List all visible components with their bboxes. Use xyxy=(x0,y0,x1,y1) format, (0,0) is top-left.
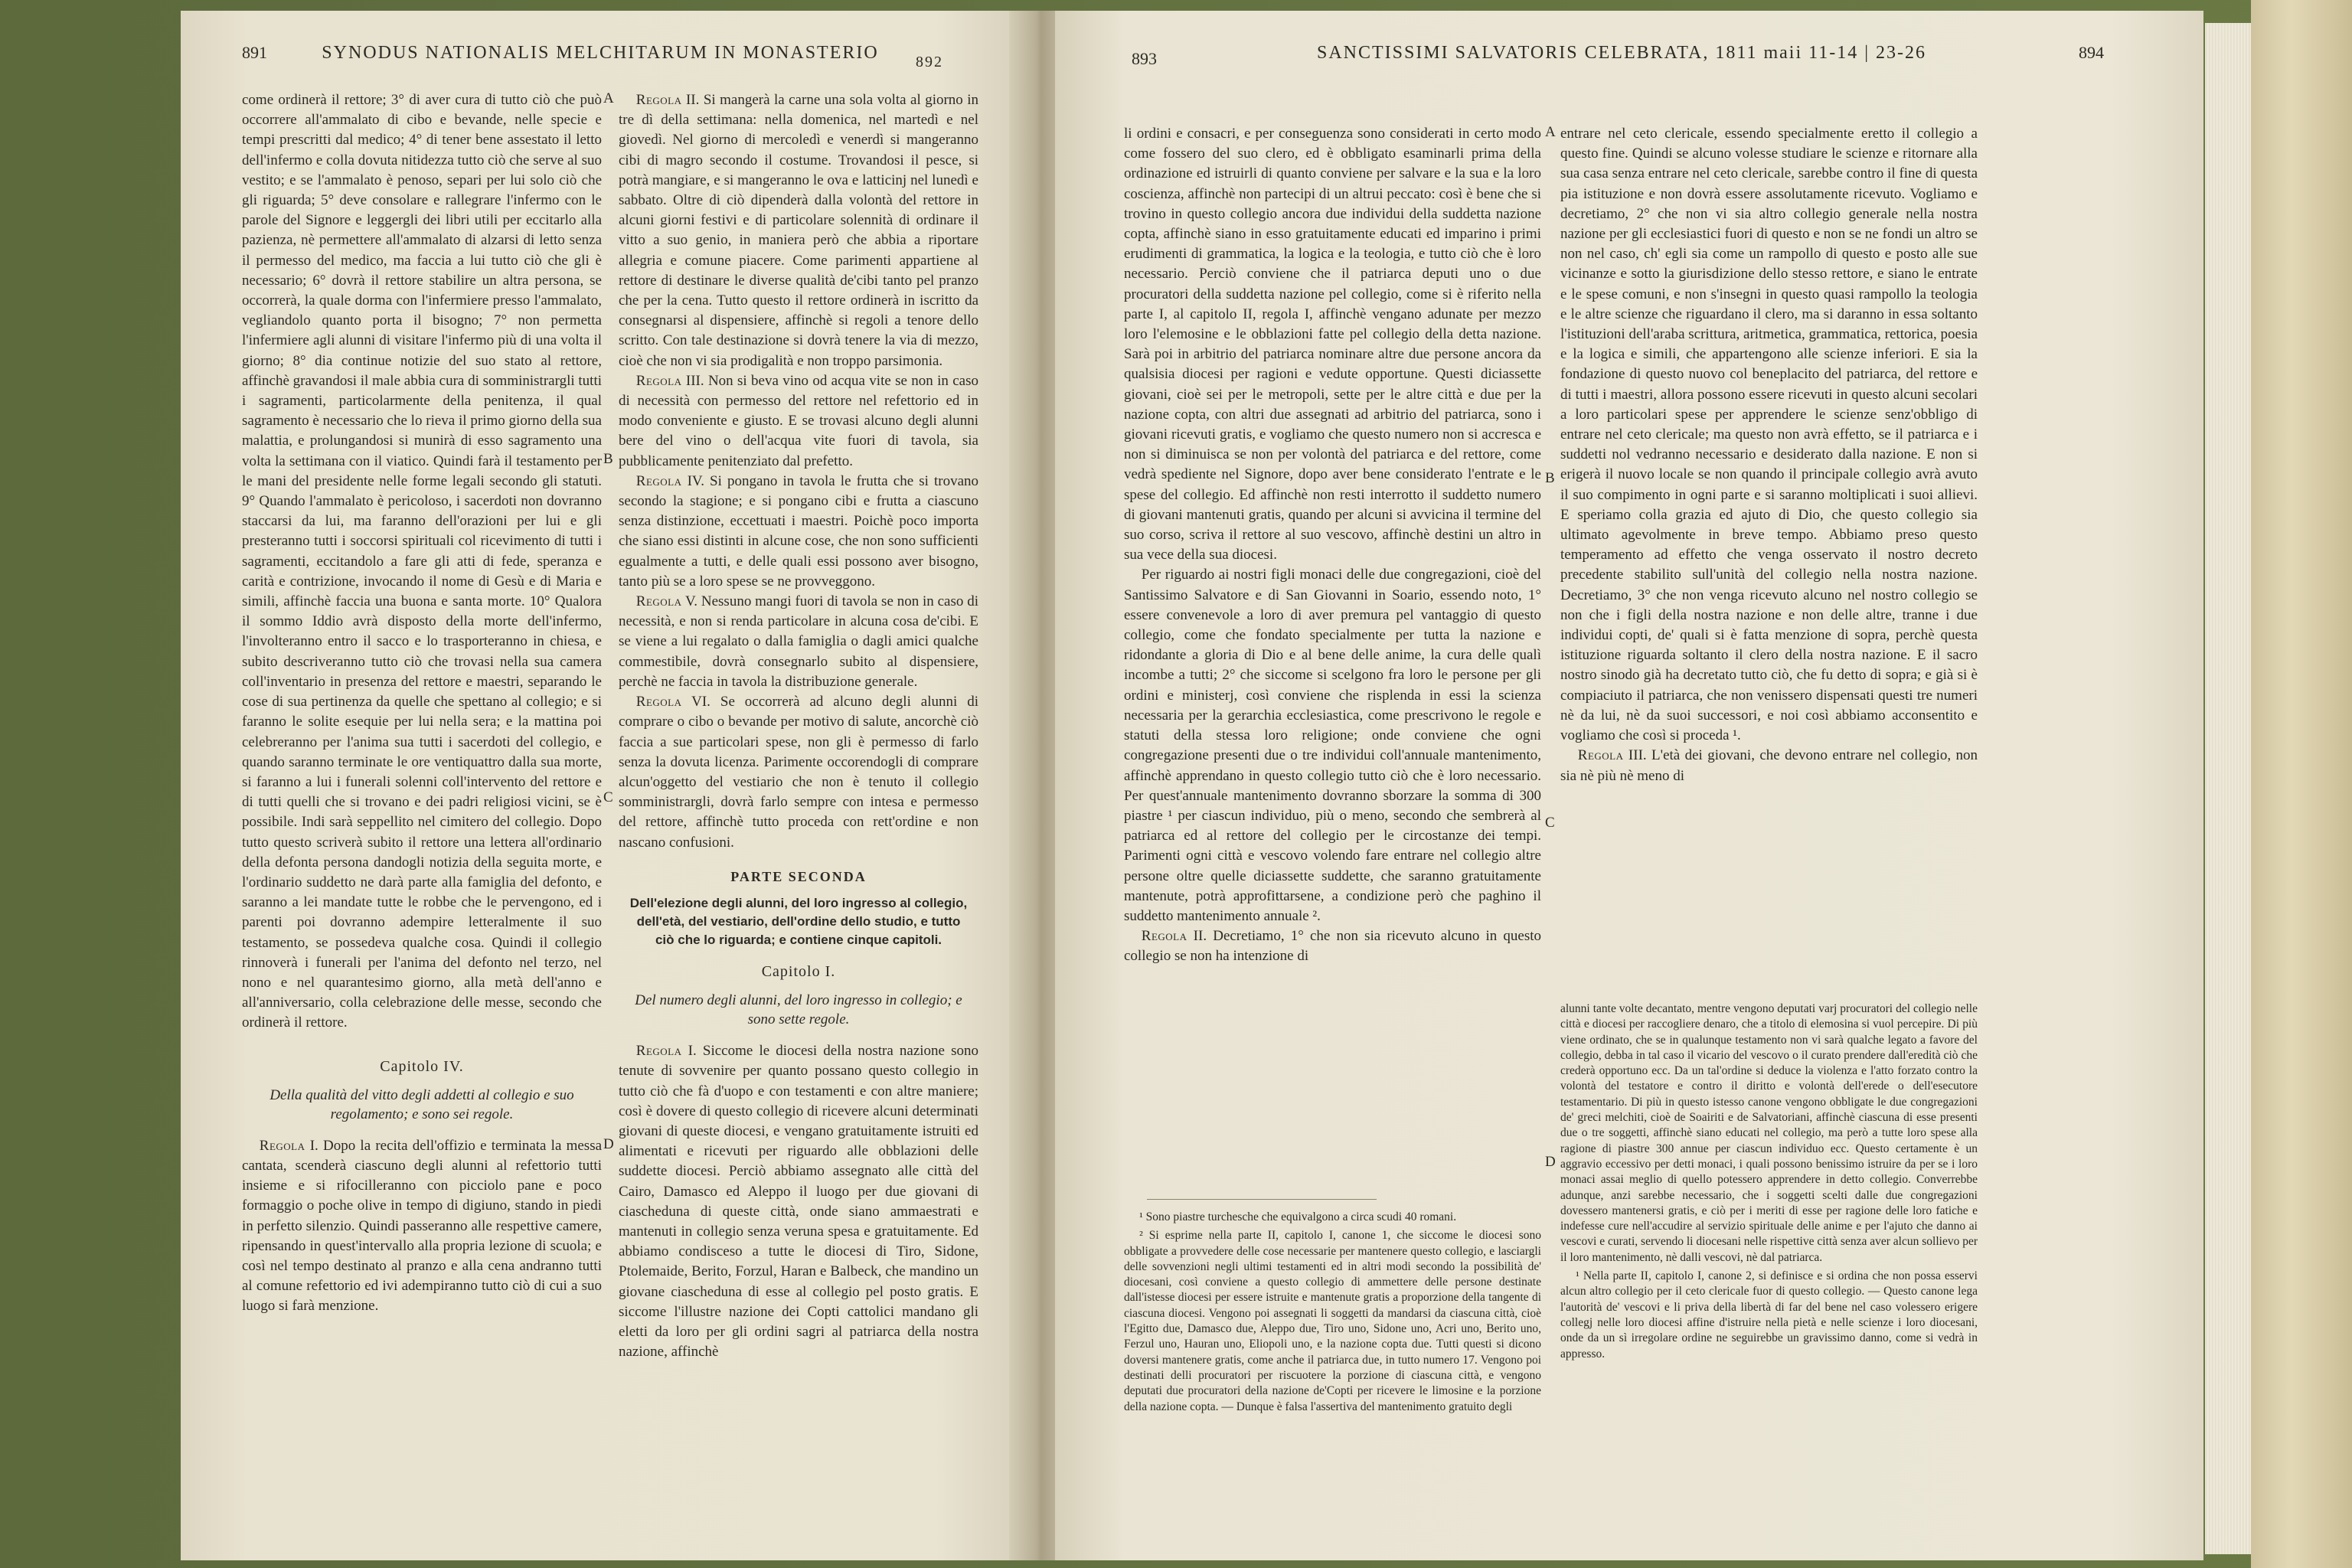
left-page xyxy=(181,11,1020,1560)
right-column-1 xyxy=(1124,124,1541,967)
rule-label: Regola xyxy=(635,472,682,489)
left-page-number-2: 892 xyxy=(916,54,943,70)
left-page-running-title: SYNODUS NATIONALIS MELCHITARUM IN MONASTERIO xyxy=(322,43,879,63)
rule-paragraph xyxy=(242,1136,602,1317)
right-page-number-2: 894 xyxy=(2079,43,2104,62)
right-column-1-footnotes xyxy=(1124,1210,1541,1418)
rule-text: Se occorrerà ad alcuno degli alunni di comprare o cibo o bevande per motivo di salute, ancorchè ciò faccia a sue particolari spese, non gli è permesso di farlo senza la dovuta licenza. Parimente occorendogli di comprare alcun'oggetto del vestiario che non è tenuto il collegio somministrargli, dovrà farlo sempre con intesa e permesso del rettore, affinchè tutto proceda con rett'ordine e non nascano confusioni. xyxy=(619,694,978,851)
right-column-2 xyxy=(1560,124,1978,786)
rule-number: II. xyxy=(1193,928,1207,945)
margin-letter-c: C xyxy=(1545,815,1555,831)
rule-label: Regola xyxy=(635,593,682,610)
rule-paragraph xyxy=(619,692,978,853)
right-page-number: 893 xyxy=(1132,49,1157,68)
rule-number: V. xyxy=(685,593,698,610)
paragraph: li ordini e consacri, e per conseguenza sono considerati in certo modo come fossero del suo clero, ed è obbligato esaminarli prima della ordinazione ed istruirli di quanto conviene per salvare e la sua e la loro coscienza, affinchè non partecipi di un altrui peccato: così è bene che si trovino in questo collegio ancora due individui della suddetta nazione copta, affinchè siano in esso gratuitamente educati ed imparino i primi erudimenti di grammatica, la logica e la teologia, e tutto ciò che è loro necessario. Perciò conviene che il patriarca deputi uno o due procuratori della suddetta nazione pel collegio, come si è riferito nella parte I, al capitolo II, regola I, affinchè vengano adunate per mezzo loro l'elemosine e le obblazioni fatte pel collegio della detta nazione. Sarà poi in arbitrio del patriarca nominare altre due persone ancora da qualsisia diocesi per ragioni e vedute opportune. Questi diciassette giovani, cioè sei per le metropoli, sette per le altre città e due per la nazione copta, con altri due assegnati ad arbitrio del patriarca, sono i giovani ricevuti gratis, e vogliamo che questo numero non si accresca e non si diminuisca se non per volontà del patriarca e del rettore, come vedrà spediente nel Signore, dopo aver bene considerato l'entrate e le spese del collegio. Ed affinchè non resti interrotto il suddetto numero di giovani mantenuti gratis, quando per alcuni si avvicina il termine del suo corso, scriva il rettore al suo vescovo, affinchè destini un altro in sua vece della sua diocesi. xyxy=(1124,126,1541,564)
margin-letter-d: D xyxy=(603,1136,614,1152)
paragraph: come ordinerà il rettore; 3° di aver cura di tutto ciò che può occorrere all'ammalato di cibo e bevande, nelle specie e tempi prescritti dal medico; 4° di tener bene assestato il letto dell'infermo e colla dovuta nitidezza tutto ciò che serve al suo vestito; e se l'ammalato è penoso, separi per lui solo ciò che gli riguarda; 5° deve consolare e rallegrare l'infermo con le parole del Signore e leggergli dei libri utili per eccitarlo alla pazienza, nè permettere all'ammalato di alzarsi di letto senza il permesso del medico, ma faccia a lui tutto ciò che gli è necessario; 6° dovrà il rettore stabilire un altra persona, se occorrerà, la quale dorma con l'infermiere presso l'ammalato, vegliandolo quanto porta il bisogno; 7° non permetta l'infermiere agli alunni di visitare l'infermo più di una volta il giorno; 8° dia continue notizie del suo stato al rettore, affinchè gravandosi il male abbia cura di somministrargli tutti i sagramenti, particolarmente della penitenza, il qual sagramento è necessario che lo rieva il primo giorno della sua malattia, e prolungandosi si munirà di esso sagramento una volta la settimana con il viatico. Quindi farà il testamento per le mani del presidente nelle forme legali secondo gli statuti. 9° Quando l'ammalato è pericoloso, i sacerdoti non dovranno staccarsi da lui, ma faranno dell'orazioni per lui e gli presteranno tutti i soccorsi spirituali col ricevimento di tutti i sagramenti, eccitandolo a fare gli atti di fede, speranza e carità e contrizione, invocando il nome di Gesù e di Maria e simili, affinchè faccia una buona e santa morte. 10° Qualora il sommo Iddio avrà disposto della morte dell'infermo, l'involteranno entro il sacco e lo trasporteranno in chiesa, e subito descriveranno tutto ciò che trovasi nella sua camera coll'inventario in presenza del rettore e maestri, separando le cose di sua pertinenza da quelle che spettano al collegio; e si faranno le solite esequie per lui nella sera; e la mattina poi celebreranno per l'anima sua tutti i sacerdoti del collegio, e quando saranno terminate le ore ventiquattro dalla sua morte, si faranno a lui i funerali solenni coll'intervento del rettore e di tutti quelli che si trovano e dei padri religiosi vicini, se è possibile. Indi sarà seppellito nel cimitero del collegio. Dopo tutto questo scriverà subito il rettore una lettera all'ordinario della defonta persona dandogli notizia della seguita morte, e l'ordinario suddetto ne darà parte alla famiglia del defonto, e saranno a lei mandate tutte le robbe che le pervengono, ed i parenti poi dovranno adempire letteralmente il suo testamento, se possedeva qualche cosa. Quindi il collegio rinnoverà i funerali per l'anima del defonto nel terzo, nel nono e nel quarantesimo giorno, alla metà dell'anno e all'anniversario, colla celebrazione delle messe, secondo che ordinerà il rettore. xyxy=(242,92,602,1031)
rule-number: III. xyxy=(685,372,704,389)
margin-letter-a: A xyxy=(603,90,614,106)
rule-text: Nessuno mangi fuori di tavola se non in caso di necessità, e non si renda particolare in alcuna cosa de'cibi. E se viene a lui regalato o dalla famiglia o dagli amici qualche commestibile, dovrà consegnarlo subito al dispensiere, perchè ne faccia in tavola la distribuzione generale. xyxy=(619,593,978,690)
chapter-heading: Capitolo IV. xyxy=(380,1057,464,1075)
rule-number: VI. xyxy=(691,694,710,710)
rule-label: Regola xyxy=(635,372,682,389)
rule-text: Si mangerà la carne una sola volta al giorno in tre dì della settimana: nella domenica, nel martedì e nel giovedì. Nel giorno di mercoledì e venerdì si mangeranno cibi di magro secondo il costume. Trovandosi il pesce, si potrà mangiare, e si mangeranno le ova e latticinj nel lunedì e sabbato. Oltre di ciò dipenderà dalla volontà del rettore in alcuni giorni festivi e di particolare solennità di ordinare il vitto a suo genio, in maniera però che abbia a riportare allegria e comune piacere. Come parimenti appartiene al rettore di destinare le diverse qualità de'cibi tanto pel pranzo che per la cena. Tutto questo il rettore ordinerà in iscritto da consegnarsi al dispensiere, affinchè si regoli a tenore dello scritto. Con tale destinazione si dovrà tenere la via di mezzo, cioè che non vi sia prodigalità e non troppo parsimonia. xyxy=(619,92,979,369)
margin-letter-c: C xyxy=(603,789,613,805)
rule-number: IV. xyxy=(687,472,704,489)
rule-number: III. xyxy=(1628,747,1647,764)
rule-number: I. xyxy=(309,1137,318,1154)
rule-text: L'età dei giovani, che devono entrare nel collegio, non sia nè più nè meno di xyxy=(1560,747,1978,784)
part-title: PARTE SECONDA xyxy=(730,868,867,884)
rule-paragraph xyxy=(619,1041,978,1362)
rule-text: Non si beva vino od acqua vite se non in caso di necessità con permesso del rettore nel refettorio ed in modo conveniente e giusto. E se trovasi alcuno degli alunni bere del vino o dell'acqua vite fuori di tavola, sia pubblicamente penitenziato dal prefetto. xyxy=(619,372,979,469)
rule-paragraph xyxy=(1560,746,1978,786)
rule-text: Decretiamo, 1° che non sia ricevuto alcuno in questo collegio se non ha intenzione di xyxy=(1124,928,1542,965)
right-column-2-footnotes xyxy=(1560,1001,1978,1365)
page-edges xyxy=(2205,23,2251,1554)
rule-number: II. xyxy=(685,92,700,108)
left-page-number: 891 xyxy=(242,43,267,62)
rule-paragraph xyxy=(619,90,978,371)
rule-paragraph xyxy=(1124,926,1541,966)
rule-text: Dopo la recita dell'offizio e terminata la messa cantata, scenderà ciascuno degli alunni al refettorio tutti insieme e si rifocilleranno con picciolo pane e poco formaggio o poche olive in tempo di digiuno, stando in piedi in perfetto silenzio. Quindi passeranno alle respettive camere, ripensando in quest'intervallo alla propria lezione di scuola; e così nel tempo destinato al pranzo e alla cena andranno tutti al comune refettorio ed ivi adempiranno tutto ciò di cui a suo luogo si farà menzione. xyxy=(242,1137,603,1315)
rule-label: Regola xyxy=(259,1137,305,1154)
footnote: ² Si esprime nella parte II, capitolo I, canone 1, che siccome le diocesi sono obbligate a provvedere delle cose necessarie per mantenere questo collegio, e lasciargli delle sovvenzioni negli ultimi testamenti ed in altri modi secondo la possibilità de' diocesani, così conviene a questo collegio di ammettere delle persone destinate dall'istesse diocesi per essere istruite e mantenute gratis a proporzione della tangente di ciascuna diocesi. Vengono poi assegnati li soggetti da mandarsi da ciascuna città, cioè l'Egitto due, Damasco due, Aleppo due, Tiro uno, Sidone uno, Acri uno, Berito uno, Ferzul uno, Hauran uno, Eliopoli uno, e la nazione copta due. Tutti questi si dicono doversi mantenere gratis, come anche il patriarca due, in tutto numero 17. Vengono poi destinati delli procuratori per riscuotere la porzione di ciascuna città, e vengono deputati due procuratori della nazione de'Copti per ricevere le limosine e la porzione della nazione copta. — Dunque è falsa l'assertiva del mantenimento gratuito degli xyxy=(1124,1229,1541,1413)
chapter-heading: Capitolo I. xyxy=(761,962,836,980)
rule-number: I. xyxy=(688,1043,697,1060)
footnote-separator xyxy=(1147,1199,1377,1200)
footnote: ¹ Nella parte II, capitolo I, canone 2, si definisce e si ordina che non possa esservi alcun altro collegio per il ceto clericale fuor di questo collegio. — Questo canone lega l'autorità de' vescovi e li priva della libertà di far del bene nel caso volessero erigere collegj nelle loro diocesi affine d'istruire nella pietà e nelle scienze i loro diocesani, onde da un sì irregolare ordine ne seguirebbe un gravissimo danno, come si vedrà in appresso. xyxy=(1560,1269,1978,1361)
rule-text: Si pongano in tavola le frutta che si trovano secondo la stagione; e si pongano cibi e frutta a ciascuno senza distinzione, eccettuati i maestri. Poichè poco importa che siano essi distinti in alcune cose, che non sono sufficienti egualmente a tutti, e delle quali essi possono aver bisogno, tanto più se a loro spese se ne provveggono. xyxy=(619,472,979,590)
right-page-header xyxy=(1086,43,2173,74)
rule-label: Regola xyxy=(635,92,682,108)
margin-letter-b: B xyxy=(603,451,613,467)
paragraph: Per riguardo ai nostri figli monaci delle due congregazioni, cioè del Santissimo Salvatore e di San Giovanni in Soario, essendo noto, 1° essere convenevole a loro di aver premura pel vantaggio di questo collegio, come che fondato specialmente per tutta la nazione e ridondante a gloria di Dio e al bene delle anime, la cura delle qualì incombe a tutti; 2° che siccome si scelgono fra loro le persone per gli ordini e ministerj, così conviene che risplenda in essi la scienza necessaria per la gerarchia ecclesiastica, come prescrivono le regole e statuti della stessa loro religione; onde conviene che ogni congregazione presenti due o tre individui coll'annuale mantenimento, affinchè apprendano in questo collegio tutto ciò che è loro necessario. Per quest'annuale mantenimento dovranno sborzare la somma di 300 piastre ¹ per ciascun individuo, più o meno, secondo che sembrerà al patriarca ed al rettore del collegio per le circostanze dei tempi. Parimenti ogni città e vescovo volendo fare entrare nel collegio altre persone oltre quelle diciassette suddette, che saranno gratuitamente mantenute, potrà approfittarsene, a condizione però che paghino il suddetto mantenimento annuale ². xyxy=(1124,567,1541,924)
margin-letter-a: A xyxy=(1545,124,1556,140)
chapter-subtitle: Del numero degli alunni, del loro ingresso in collegio; e sono sette regole. xyxy=(635,992,962,1028)
right-page xyxy=(1055,11,2203,1560)
margin-letter-d: D xyxy=(1545,1154,1556,1170)
margin-letter-b: B xyxy=(1545,470,1555,486)
right-page-running-title: SANCTISSIMI SALVATORIS CELEBRATA, 1811 maii 11-14 | 23-26 xyxy=(1316,43,1927,63)
rule-label: Regola xyxy=(1577,747,1624,764)
rule-text: Siccome le diocesi della nostra nazione sono tenute di sovvenire per quanto possano questo collegio in tutto ciò che fà d'uopo e con testamenti e con altre maniere; così è dovere di questo collegio di ricevere alcuni determinati giovani di queste diocesi, e vengano gratuitamente istruiti ed alimentati e ricevuti per riguardo alle obblazioni delle suddette diocesi. Perciò abbiamo assegnato alle città del Cairo, Damasco ed Aleppo il luogo per due giovani di ciascheduna di queste città, onde siano ammaestrati e mantenuti in collegio senza veruna spesa e gratuitamente. Ed abbiamo condisceso a tutte le diocesi di Tiro, Sidone, Ptolemaide, Berito, Forzul, Haran e Balbeck, che mandino un giovane ciascheduna di esse al collegio pel posto gratis. E siccome l'illustre nazione dei Copti cattolici mandano gli eletti da loro per gli ordini sagri al patriarca della nostra nazione, affinchè xyxy=(619,1043,978,1361)
paragraph: entrare nel ceto clericale, essendo specialmente eretto il collegio a questo fine. Quindi se alcuno volesse studiare le scienze e ritornare alla sua casa senza entrare nel ceto clericale, sarebbe contro il fine di questa pia istituzione e non dovrà essere assolutamente ricevuto. Vogliamo e decretiamo, 2° che non vi sia altro collegio generale nella nostra nazione per gli ecclesiastici fuori di questo e non se ne fondi un altro se non nel caso, ch' egli sia come un rampollo di questo e posto alle sue vicinanze e sotto la giurisdizione dello stesso rettore, e siano le entrate e le spese comuni, e non s'insegni in questo quasi rampollo la teologia e le altre scienze che riguardano il clero, ma si daranno in essa soltanto l'istituzioni dell'araba scrittura, aritmetica, grammatica, rettorica, poesia e la logica e simili, che appartengono alle scienze inferiori. E sia la fondazione di questo nuovo col beneplacito del patriarca, del rettore e di tutti i maestri, allora possono essere ricevuti in questo alcuni secolari a loro particolari spese per apprendere le scienze senz'obbligo di entrare nel ceto clericale; ma questo non avrà effetto, se il patriarca e i suddetti nol vedranno necessario e desiderato dalla nazione. E non si erigerà il nuovo locale se non quando il principale collegio avrà avuto il suo compimento in ogni parte e si saranno moltiplicati i suoi allievi. E speriamo colla grazia ed ajuto di Dio, che questo collegio sia ultimato agevolmente in breve tempo. Abbiamo preso questo temperamento ad effetto che venga osservato il nostro decreto precedente stabilito sull'unità del collegio nella nostra nazione. Decretiamo, 3° che non venga ricevuto alcuno nel nostro collegio se non che i figli della nostra nazione e non delle altre, tranne i due individui copti, de' quali si è fatta menzione di sopra, perchè questa istituzione riguarda soltanto il clero della nostra nazione. E il sacro nostro sinodo già ha decretato tutto ciò, che fu detto di sopra; e già si è compiaciuto il patriarca, che non venissero dispensati questi tre numeri nè da lui, nè da suoi successori, e noi così abbiamo acconsentito e vogliamo che così si proceda ¹. xyxy=(1560,126,1978,744)
rule-label: Regola xyxy=(635,1043,682,1060)
left-column-1 xyxy=(242,90,602,1317)
footnote: ¹ Sono piastre turchesche che equivalgono a circa scudi 40 romani. xyxy=(1139,1210,1457,1223)
rule-label: Regola xyxy=(1141,928,1187,945)
rule-label: Regola xyxy=(635,694,682,710)
book-binding xyxy=(2251,0,2352,1568)
chapter-subtitle: Della qualità del vitto degli addetti al collegio e suo regolamento; e sono sei regole. xyxy=(270,1086,574,1122)
rule-paragraph xyxy=(619,371,978,472)
footnote: alunni tante volte decantato, mentre vengono deputati varj procuratori del collegio nelle città e diocesi per raccogliere denaro, che a titolo di elemosina si vuol percepire. Di più viene ordinato, che se in qualunque testamento non vi sarà qualche legato a favore del collegio, debba in tal caso il vicario del vescovo o il curato prendere dall'eredità ciò che crederà opportuno ecc. Da un tal'ordine si deduce la violenza e l'atto forzato contro la volontà del testatore e contro il diritto e volontà dell'erede o dell'esecutore testamentario. Di più in questo istesso canone vengono obbligate le due congregazioni de' greci melchiti, cioè de Soairiti e de Salvatoriani, affinchè ciascuna di esse presenti due o tre soggetti, affinchè siano educati nel collegio, ma però a tutte loro spese alla ragione di piastre 300 annue per ciascun individuo ecc. Questo certamente è un aggravio eccessivo per detti monaci, i quali possono benissimo istruire da per se i loro monaci assai meglio di quello potessero apprendere in detto collegio. Converrebbe adunque, anzi sarebbe necessario, che i soggetti scelti dalle due congregazioni dovessero mantenersi gratis, e ciò per i meriti di esse per ragione delle loro fatiche e indefesse cure nell'accudire al servizio spirituale delle anime e per l'ajuto che danno ai vescovi e curati, servendo li diocesani nelle rispettive città senza aver alcun sollievo per il loro mantenimento, nè dalli vescovi, nè dal patriarca. xyxy=(1560,1002,1978,1264)
rule-paragraph xyxy=(619,472,978,592)
part-description: Dell'elezione degli alunni, del loro ingresso al collegio, dell'età, del vestiario, dell'ordine dello studio, e tutto ciò che lo riguarda; e contiene cinque capitoli. xyxy=(629,895,968,947)
left-column-2 xyxy=(619,90,978,1362)
rule-paragraph xyxy=(619,592,978,692)
left-page-header xyxy=(211,43,989,74)
